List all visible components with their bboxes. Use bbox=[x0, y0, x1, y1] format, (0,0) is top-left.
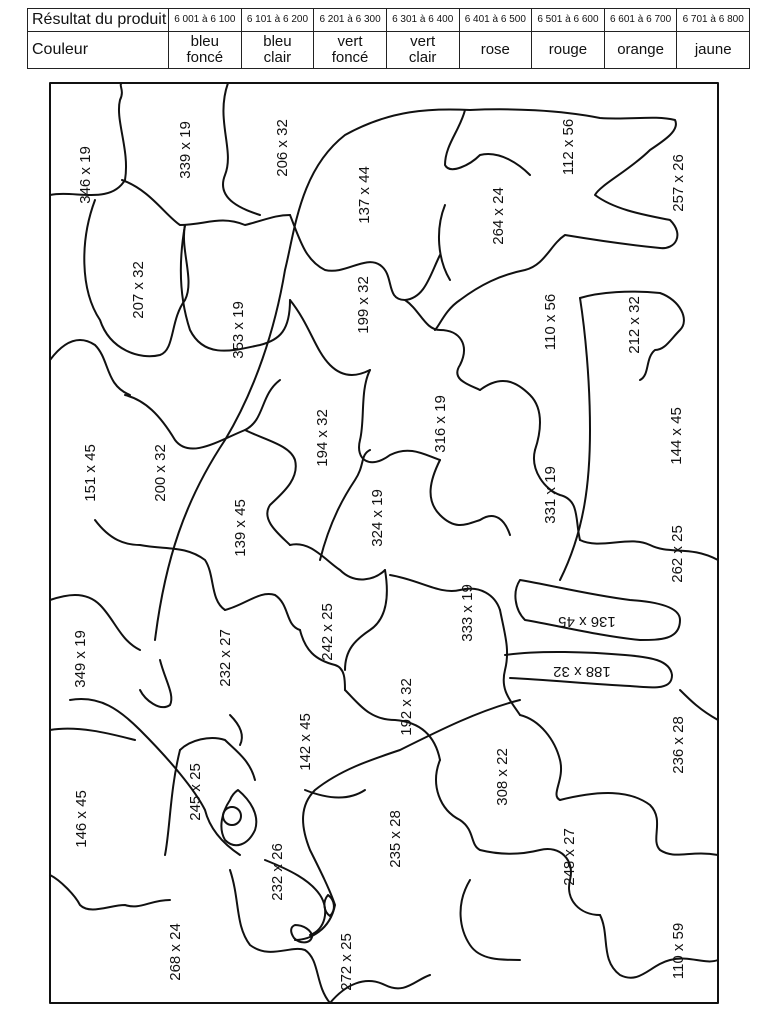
region-label: 146 x 45 bbox=[73, 790, 90, 848]
region-label: 248 x 27 bbox=[561, 828, 578, 886]
region-label: 331 x 19 bbox=[542, 466, 559, 524]
region-label: 137 x 44 bbox=[356, 166, 373, 224]
color-word: clair bbox=[408, 49, 437, 66]
color-word: bleu bbox=[263, 33, 292, 51]
region-label: 192 x 32 bbox=[398, 678, 415, 736]
region-label: 264 x 24 bbox=[490, 187, 507, 245]
region-label: 142 x 45 bbox=[297, 713, 314, 771]
color-word: bleu bbox=[190, 33, 219, 51]
range-cell: 6 301 à 6 400 bbox=[386, 9, 459, 32]
region-labels bbox=[72, 119, 687, 991]
region-label: 188 x 32 bbox=[553, 663, 611, 680]
range-cell: 6 701 à 6 800 bbox=[677, 9, 750, 32]
result-label: Résultat du produit bbox=[28, 9, 169, 32]
region-label: 112 x 56 bbox=[560, 118, 577, 176]
region-label: 324 x 19 bbox=[369, 489, 386, 547]
eye-icon bbox=[223, 807, 241, 825]
region-label: 206 x 32 bbox=[274, 119, 291, 177]
range-cell: 6 001 à 6 100 bbox=[169, 9, 242, 32]
color-word: clair bbox=[263, 49, 292, 66]
region-label: 144 x 45 bbox=[668, 407, 685, 465]
color-word: rose bbox=[480, 41, 510, 59]
region-label: 272 x 25 bbox=[338, 933, 355, 991]
color-label: Couleur bbox=[28, 32, 169, 69]
region-label: 200 x 32 bbox=[152, 444, 169, 502]
region-label: 110 x 59 bbox=[670, 922, 687, 980]
region-label: 242 x 25 bbox=[319, 603, 336, 661]
color-word: foncé bbox=[186, 49, 224, 66]
region-label: 308 x 22 bbox=[494, 748, 511, 806]
region-label: 110 x 56 bbox=[542, 293, 559, 351]
color-word: vert bbox=[410, 33, 436, 51]
region-label: 232 x 27 bbox=[217, 629, 234, 687]
region-label: 245 x 25 bbox=[187, 763, 204, 821]
region-label: 139 x 45 bbox=[232, 499, 249, 557]
region-label: 236 x 28 bbox=[670, 716, 687, 774]
region-label: 346 x 19 bbox=[77, 146, 94, 204]
region-label: 333 x 19 bbox=[459, 584, 476, 642]
region-label: 151 x 45 bbox=[82, 444, 99, 502]
region-label: 194 x 32 bbox=[314, 409, 331, 467]
region-label: 268 x 24 bbox=[167, 923, 184, 981]
region-label: 232 x 26 bbox=[269, 843, 286, 901]
region-label: 262 x 25 bbox=[669, 525, 686, 583]
color-word: foncé bbox=[331, 49, 369, 66]
region-label: 199 x 32 bbox=[355, 276, 372, 334]
region-label: 339 x 19 bbox=[177, 121, 194, 179]
region-label: 207 x 32 bbox=[130, 261, 147, 319]
color-word: jaune bbox=[694, 41, 732, 59]
region-label: 353 x 19 bbox=[230, 301, 247, 359]
range-cell: 6 101 à 6 200 bbox=[241, 9, 314, 32]
range-cell: 6 201 à 6 300 bbox=[314, 9, 387, 32]
region-label: 212 x 32 bbox=[626, 296, 643, 354]
region-label: 349 x 19 bbox=[72, 630, 89, 688]
region-label: 316 x 19 bbox=[432, 395, 449, 453]
region-label: 257 x 26 bbox=[670, 154, 687, 212]
region-label: 235 x 28 bbox=[387, 810, 404, 868]
color-word: orange bbox=[617, 41, 664, 59]
color-word: rouge bbox=[548, 41, 588, 59]
range-cell: 6 401 à 6 500 bbox=[459, 9, 532, 32]
range-cell: 6 501 à 6 600 bbox=[532, 9, 605, 32]
region-label: 136 x 45 bbox=[558, 613, 616, 630]
range-cell: 6 601 à 6 700 bbox=[604, 9, 677, 32]
color-word: vert bbox=[337, 33, 363, 51]
